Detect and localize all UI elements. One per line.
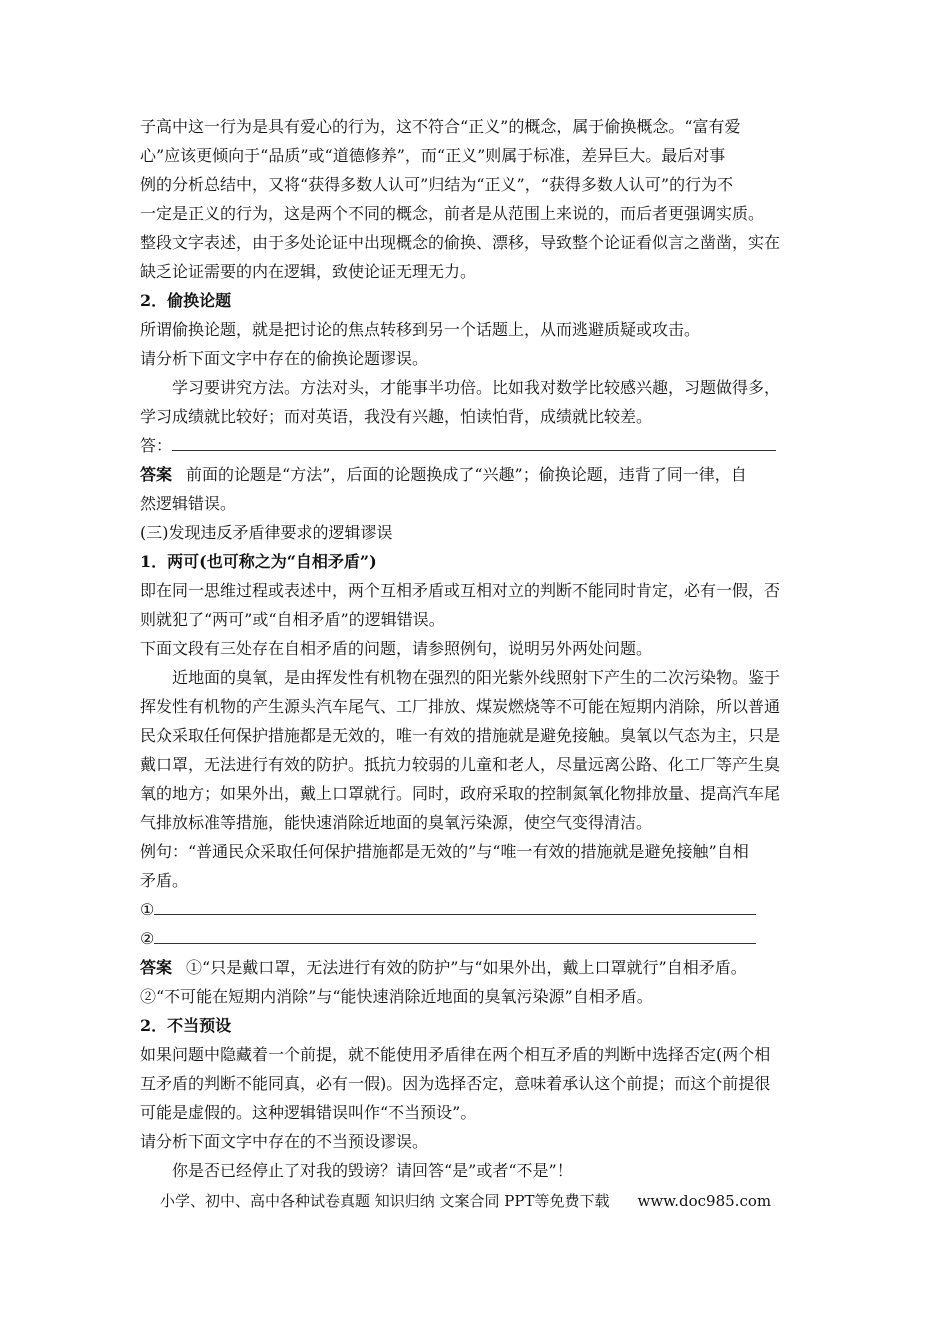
section-title-偷换论题: 2．偷换论题: [140, 291, 232, 310]
definition-text: 即在同一思维过程或表述中，两个互相矛盾或互相对立的判断不能同时肯定，必有一假，否: [140, 581, 781, 600]
passage-line: 挥发性有机物的产生源头汽车尾气、工厂排放、煤炭燃烧等不可能在短期内消除，所以普通: [140, 697, 781, 716]
definition-text: 则就犯了“两可”或“自相矛盾”的逻辑错误。: [140, 610, 445, 629]
paragraph-line: 心”应该更倾向于“品质”或“道德修养”，而“正义”则属于标准，差异巨大。最后对事: [140, 146, 726, 165]
paragraph-line: 缺乏论证需要的内在逻辑，致使论证无理无力。: [140, 262, 477, 281]
answer-prompt: 答：: [140, 436, 173, 455]
answer-line: ②“不可能在短期内消除”与“能快速消除近地面的臭氧污染源”自相矛盾。: [140, 987, 653, 1006]
example-line: 矛盾。: [140, 871, 189, 890]
definition-text: 所谓偷换论题，就是把讨论的焦点转移到另一个话题上，从而逃避质疑或攻击。: [140, 320, 701, 339]
blank-marker: ①: [140, 900, 155, 919]
section-title-两可: 1．两可(也可称之为“自相矛盾”): [140, 552, 377, 571]
passage-line: 氧的地方；如果外出，戴上口罩就行。同时，政府采取的控制氮氧化物排放量、提高汽车尾: [140, 784, 781, 803]
task-instruction: 请分析下面文字中存在的不当预设谬误。: [140, 1132, 429, 1151]
answer-text: ①“只是戴口罩，无法进行有效的防护”与“如果外出，戴上口罩就行”自相矛盾。: [186, 958, 747, 977]
passage-line: 气排放标准等措施，能快速消除近地面的臭氧污染源，使空气变得清洁。: [140, 813, 653, 832]
answer-blank-row: [140, 924, 812, 953]
answer-line: 然逻辑错误。: [140, 494, 237, 513]
passage-line: 学习成绩就比较好；而对英语，我没有兴趣，怕读怕背，成绩就比较差。: [140, 407, 653, 426]
task-instruction: 下面文段有三处存在自相矛盾的问题，请参照例句，说明另外两处问题。: [140, 639, 653, 658]
example-line: 例句：“普通民众采取任何保护措施都是无效的”与“唯一有效的措施就是避免接触”自相: [140, 842, 749, 861]
passage-line: 近地面的臭氧，是由挥发性有机物在强烈的阳光紫外线照射下产生的二次污染物。鉴于: [172, 668, 781, 687]
footer-link[interactable]: www.doc985.com: [637, 1192, 772, 1210]
answer-blank-line[interactable]: [154, 900, 756, 915]
document-page: [140, 112, 812, 1185]
passage-line: 民众采取任何保护措施都是无效的，唯一有效的措施就是避免接触。臭氧以气态为主，只是: [140, 726, 781, 745]
paragraph-line: 一定是正义的行为，这是两个不同的概念，前者是从范围上来说的，而后者更强调实质。: [140, 204, 765, 223]
answer-label: 答案: [140, 465, 173, 484]
paragraph-line: 整段文字表述，由于多处论证中出现概念的偷换、漂移，导致整个论证看似言之凿凿，实在: [140, 233, 781, 252]
passage-line: 戴口罩，无法进行有效的防护。抵抗力较弱的儿童和老人，尽量远离公路、化工厂等产生臭: [140, 755, 781, 774]
paragraph-line: 子高中这一行为是具有爱心的行为，这不符合“正义”的概念，属于偷换概念。“富有爱: [140, 117, 741, 136]
footer-text: 小学、初中、高中各种试卷真题 知识归纳 文案合同 PPT等免费下载: [160, 1192, 610, 1210]
passage-line: 你是否已经停止了对我的毁谤？请回答“是”或者“不是”！: [172, 1161, 573, 1180]
answer-text: 前面的论题是“方法”，后面的论题换成了“兴趣”；偷换论题，违背了同一律，自: [186, 465, 747, 484]
definition-text: 互矛盾的判断不能同真，必有一假)。因为选择否定，意味着承认这个前提；而这个前提很: [140, 1074, 771, 1093]
definition-text: 可能是虚假的。这种逻辑错误叫作“不当预设”。: [140, 1103, 477, 1122]
answer-label: 答案: [140, 958, 173, 977]
answer-blank-line[interactable]: [154, 929, 756, 944]
passage-line: 学习要讲究方法。方法对头，才能事半功倍。比如我对数学比较感兴趣，习题做得多，: [172, 378, 781, 397]
answer-line: [140, 460, 812, 489]
definition-text: 如果问题中隐藏着一个前提，就不能使用矛盾律在两个相互矛盾的判断中选择否定(两个相: [140, 1045, 771, 1064]
task-instruction: 请分析下面文字中存在的偷换论题谬误。: [140, 349, 429, 368]
answer-line: [140, 953, 812, 982]
page-footer: [160, 1191, 800, 1211]
answer-blank-line[interactable]: [172, 436, 776, 451]
paragraph-line: 例的分析总结中，又将“获得多数人认可”归结为“正义”，“获得多数人认可”的行为不: [140, 175, 734, 194]
part-title: (三)发现违反矛盾律要求的逻辑谬误: [140, 523, 393, 542]
blank-marker: ②: [140, 929, 155, 948]
section-title-不当预设: 2．不当预设: [140, 1016, 232, 1035]
answer-blank-row: [140, 895, 812, 924]
answer-blank-row: [140, 431, 812, 460]
